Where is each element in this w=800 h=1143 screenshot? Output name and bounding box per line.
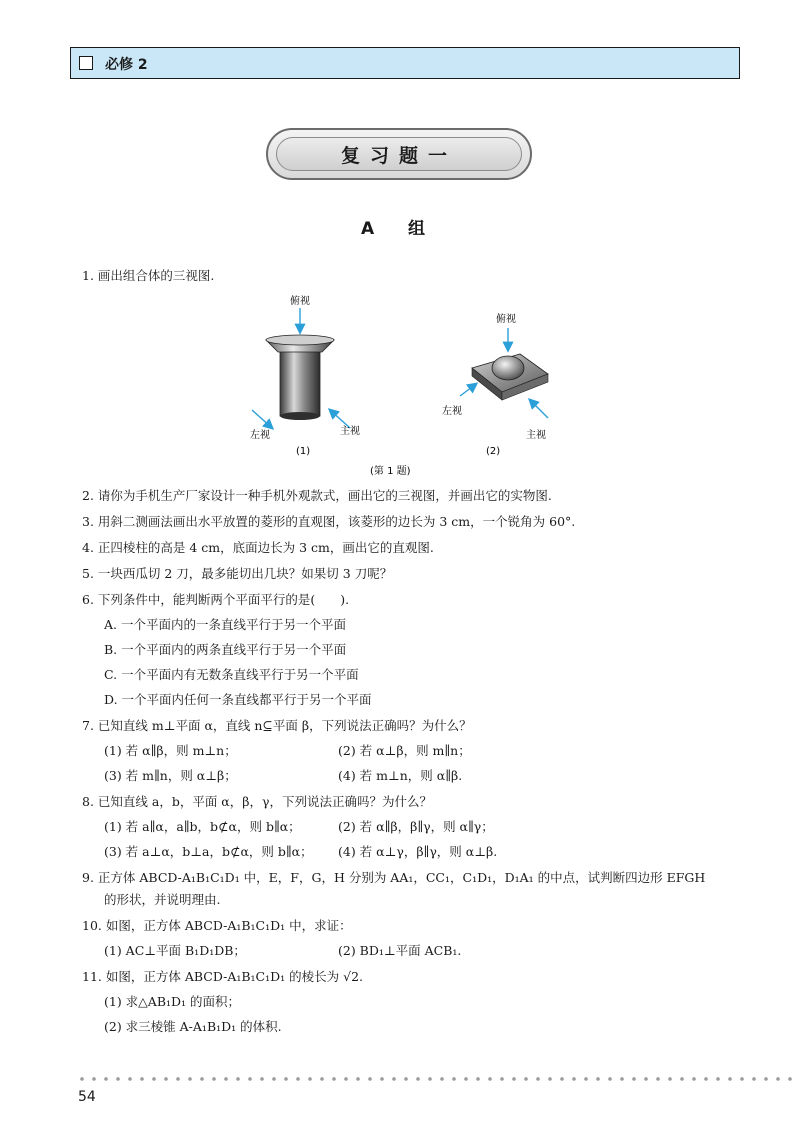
label-top-1: 俯视 — [290, 296, 310, 307]
problem-4: 4. 正四棱柱的高是 4 cm，底面边长为 3 cm，画出它的直观图. — [82, 540, 434, 555]
footer-dotted-divider — [76, 1076, 800, 1082]
problem-10: 10. 如图，正方体 ABCD-A₁B₁C₁D₁ 中，求证： — [82, 918, 352, 933]
problem-8-part-1: (1) 若 a∥α，a∥b，b⊄α，则 b∥α； — [104, 819, 301, 834]
problem-1: 1. 画出组合体的三视图. — [82, 268, 215, 283]
problem-2: 2. 请你为手机生产厂家设计一种手机外观款式，画出它的三视图，并画出它的实物图. — [82, 488, 552, 503]
problem-1-figure — [230, 288, 570, 478]
problem-8: 8. 已知直线 a，b，平面 α，β，γ，下列说法正确吗？为什么？ — [82, 794, 432, 809]
page-number: 54 — [78, 1089, 96, 1105]
label-left-1: 左视 — [250, 430, 270, 441]
label-front-1: 主视 — [340, 426, 360, 437]
left-view-arrow-1 — [252, 410, 272, 428]
problem-7-part-4: (4) 若 m⊥n，则 α∥β. — [338, 768, 463, 783]
problem-10-part-2: (2) BD₁⊥平面 ACB₁. — [338, 943, 462, 958]
problem-10-part-1: (1) AC⊥平面 B₁D₁DB； — [104, 943, 246, 958]
front-view-arrow-2 — [530, 400, 548, 418]
problem-3: 3. 用斜二测画法画出水平放置的菱形的直观图，该菱形的边长为 3 cm，一个锐角为 60°. — [82, 514, 576, 529]
problem-11-part-1: (1) 求△AB₁D₁ 的面积； — [104, 994, 241, 1009]
header-label: 必修 2 — [105, 57, 148, 73]
problem-11-part-2: (2) 求三棱锥 A-A₁B₁D₁ 的体积. — [104, 1019, 282, 1034]
figure-caption: (第 1 题) — [370, 466, 411, 477]
problem-6-option-b: B. 一个平面内的两条直线平行于另一个平面 — [104, 642, 347, 657]
left-view-arrow-2 — [460, 384, 476, 396]
group-title: A 组 — [360, 219, 440, 239]
problem-6: 6. 下列条件中，能判断两个平面平行的是( ). — [82, 592, 350, 607]
problem-7-part-3: (3) 若 m∥n，则 α⊥β； — [104, 768, 237, 783]
caption-2: (2) — [486, 446, 501, 457]
problem-6-option-d: D. 一个平面内任何一条直线都平行于另一个平面 — [104, 692, 372, 707]
label-left-2: 左视 — [442, 406, 462, 417]
problem-9-continued: 的形状，并说明理由. — [104, 892, 221, 907]
problem-6-option-a: A. 一个平面内的一条直线平行于另一个平面 — [104, 617, 346, 632]
problem-7-part-1: (1) 若 α∥β，则 m⊥n； — [104, 743, 237, 758]
title-plaque — [266, 128, 532, 180]
caption-1: (1) — [296, 446, 311, 457]
header-square-icon — [79, 56, 93, 70]
problem-7-part-2: (2) 若 α⊥β，则 m∥n； — [338, 743, 471, 758]
problem-8-part-4: (4) 若 α⊥γ，β∥γ，则 α⊥β. — [338, 844, 498, 859]
problem-9: 9. 正方体 ABCD-A₁B₁C₁D₁ 中，E，F，G，H 分别为 AA₁，CC₁，C₁D₁，D₁A₁ 的中点，试判断四边形 EFGH — [82, 870, 706, 885]
label-top-2: 俯视 — [496, 314, 516, 325]
problem-6-option-c: C. 一个平面内有无数条直线平行于另一个平面 — [104, 667, 359, 682]
header-bar — [70, 47, 740, 79]
label-front-2: 主视 — [526, 430, 546, 441]
problem-8-part-3: (3) 若 a⊥α，b⊥a，b⊄α，则 b∥α； — [104, 844, 313, 859]
problem-11: 11. 如图，正方体 ABCD-A₁B₁C₁D₁ 的棱长为 √2. — [82, 969, 363, 984]
problem-5: 5. 一块西瓜切 2 刀，最多能切出几块？如果切 3 刀呢？ — [82, 566, 393, 581]
nail-solid — [266, 335, 334, 420]
base-with-dome-solid — [472, 354, 548, 400]
problem-8-part-2: (2) 若 α∥β，β∥γ，则 α∥γ； — [338, 819, 494, 834]
page-title: 复习题一 — [276, 137, 522, 171]
problem-7: 7. 已知直线 m⊥平面 α，直线 n⊆平面 β，下列说法正确吗？为什么？ — [82, 718, 472, 733]
